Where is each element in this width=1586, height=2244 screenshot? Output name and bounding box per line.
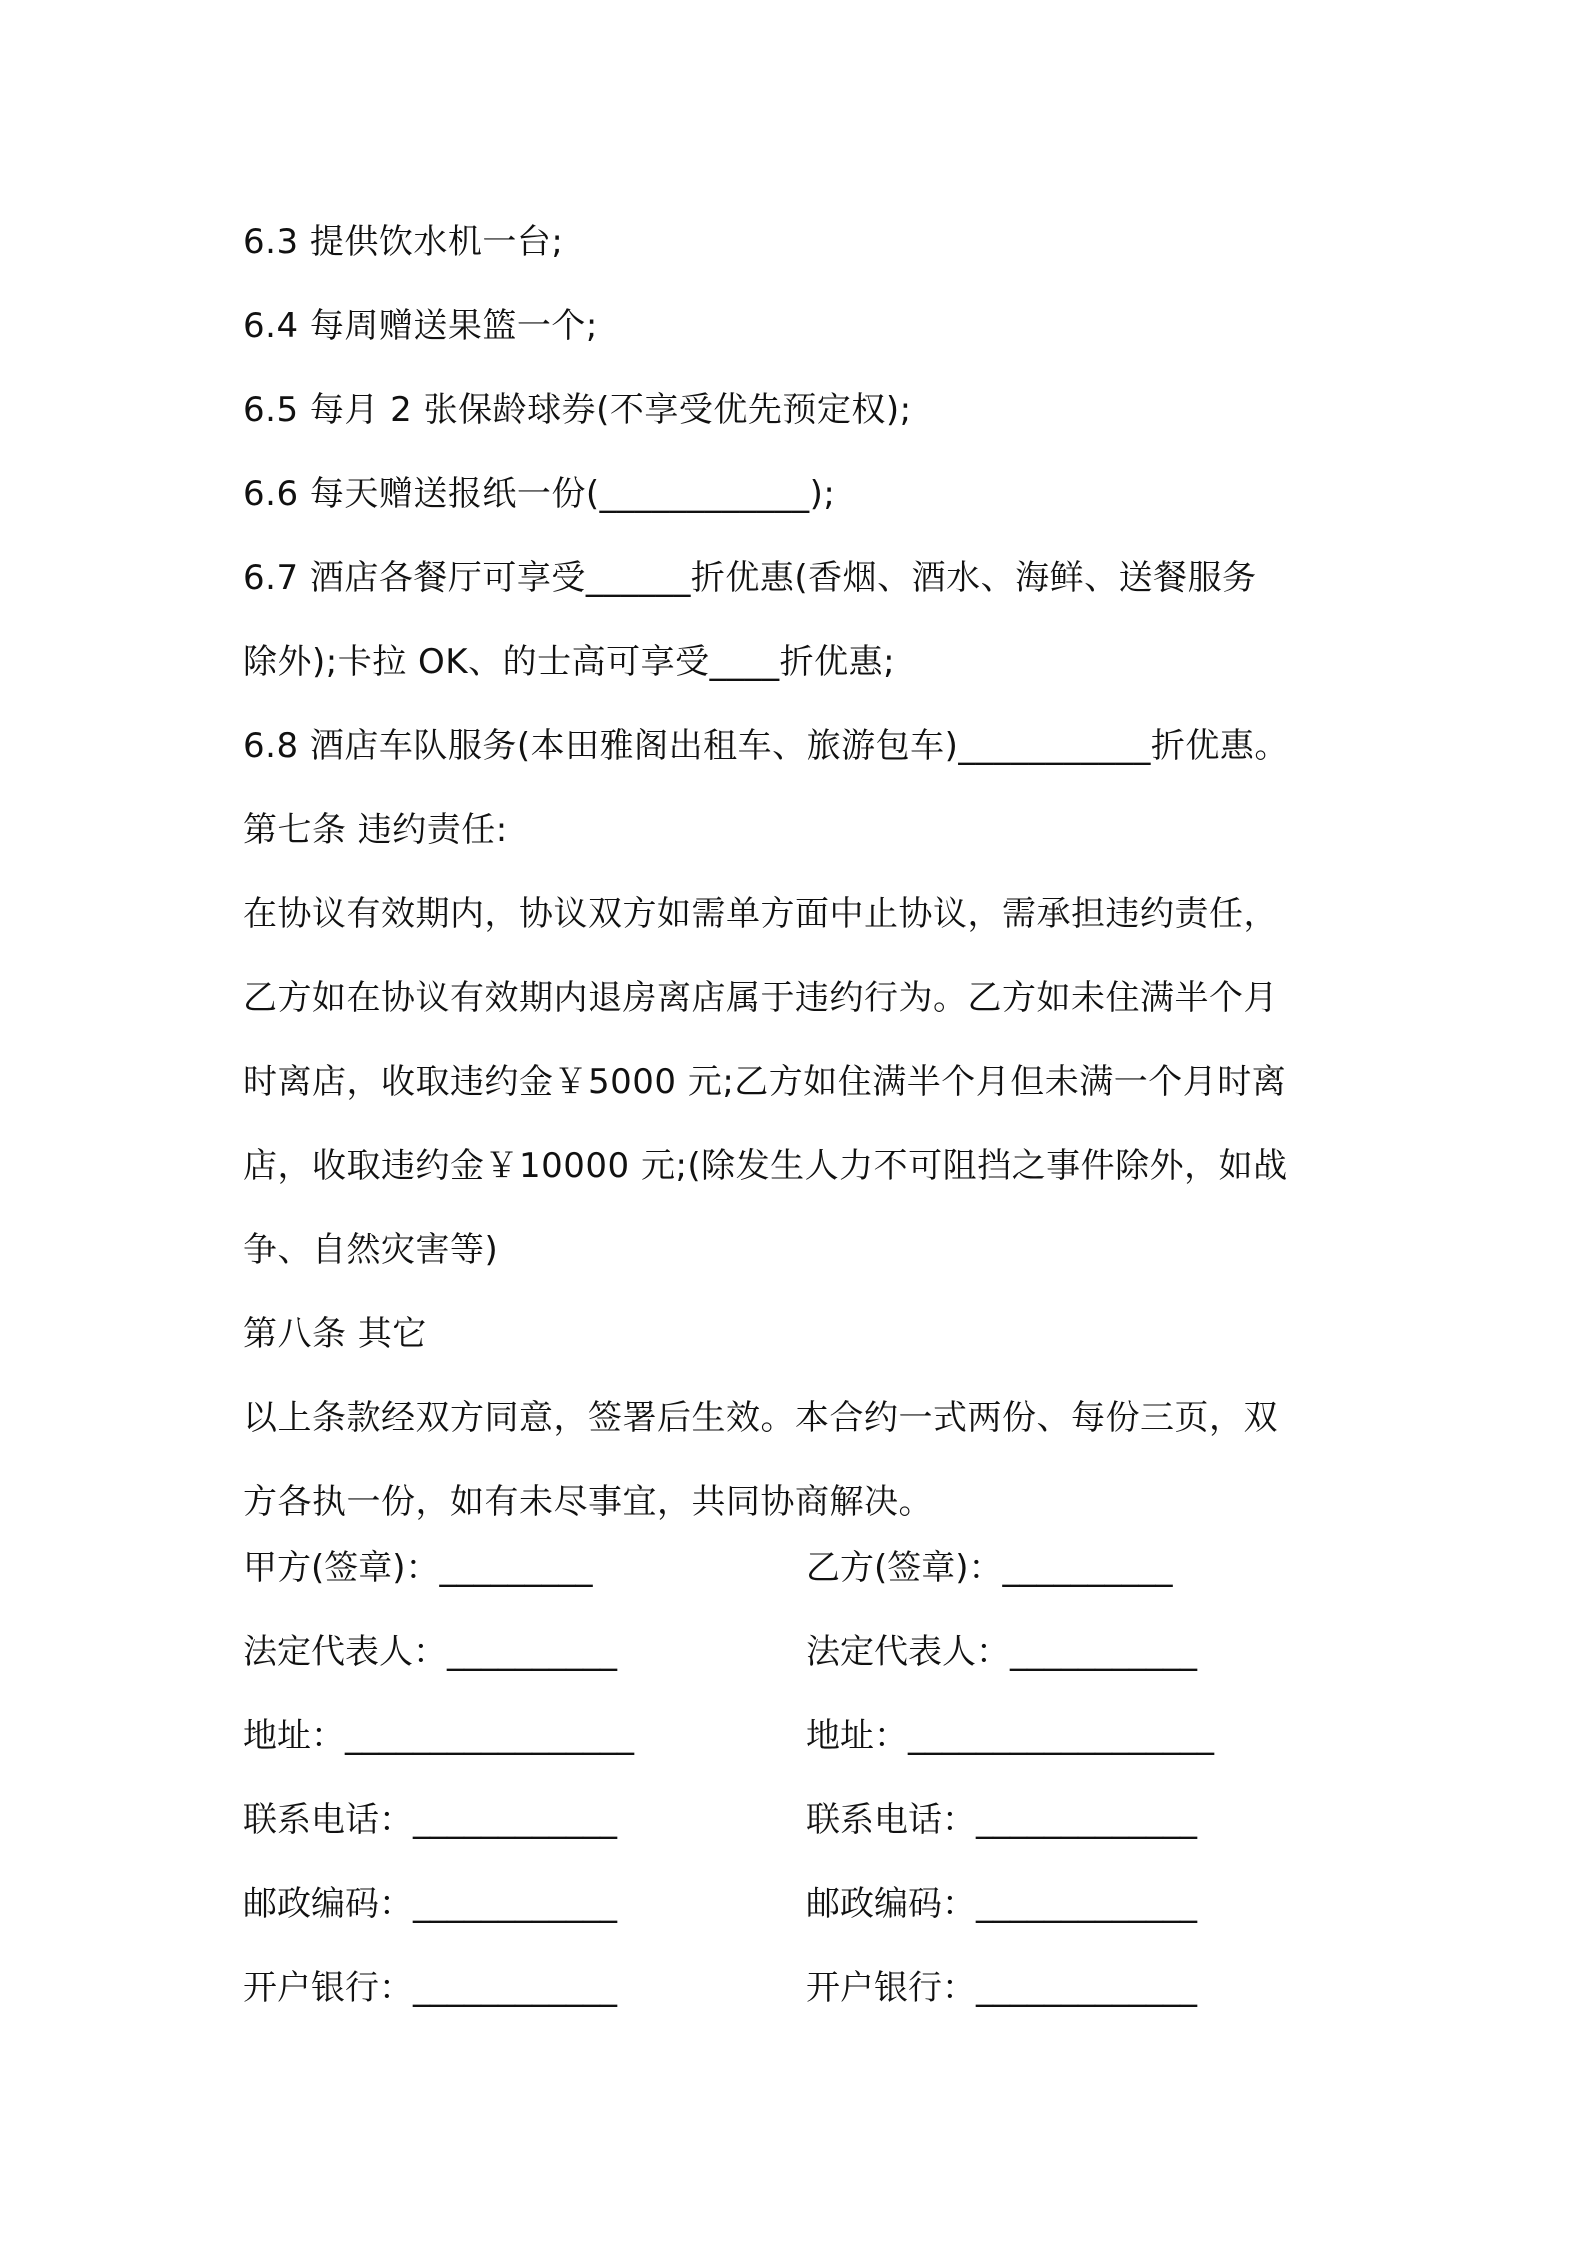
signature-row-seal — [243, 1526, 1363, 1610]
party-a-address-field: 地址：_________________ — [243, 1716, 634, 1756]
party-b-representative-field: 法定代表人：___________ — [806, 1632, 1197, 1672]
signature-row-bank — [243, 1946, 1363, 2030]
article-7-text-line-4: 店，收取违约金￥10000 元;(除发生人力不可阻挡之事件除外，如战 — [243, 1146, 1288, 1186]
party-a-representative-field: 法定代表人：__________ — [243, 1632, 617, 1672]
party-b-address-field: 地址：__________________ — [806, 1716, 1214, 1756]
signature-row-representative — [243, 1610, 1363, 1694]
clause-6-7-line-1: 6.7 酒店各餐厅可享受______折优惠(香烟、酒水、海鲜、送餐服务 — [243, 558, 1257, 598]
article-8-text-line-2: 方各执一份，如有未尽事宜，共同协商解决。 — [243, 1482, 933, 1522]
clause-6-4: 6.4 每周赠送果篮一个; — [243, 306, 598, 346]
party-b-bank-field: 开户银行：_____________ — [806, 1968, 1197, 2008]
signature-row-postcode — [243, 1862, 1363, 1946]
article-8-text-line-1: 以上条款经双方同意，签署后生效。本合约一式两份、每份三页，双 — [243, 1398, 1278, 1438]
party-a-postcode-field: 邮政编码：____________ — [243, 1884, 617, 1924]
signature-block — [243, 1526, 1363, 2030]
party-a-phone-field: 联系电话：____________ — [243, 1800, 617, 1840]
party-a-seal-field: 甲方(签章)：_________ — [243, 1548, 593, 1588]
party-b-phone-field: 联系电话：_____________ — [806, 1800, 1197, 1840]
article-7-text-line-3: 时离店，收取违约金￥5000 元;乙方如住满半个月但未满一个月时离 — [243, 1062, 1287, 1102]
article-7-text-line-5: 争、自然灾害等) — [243, 1230, 499, 1270]
signature-row-phone — [243, 1778, 1363, 1862]
clause-6-6: 6.6 每天赠送报纸一份(____________); — [243, 474, 836, 514]
clause-6-3: 6.3 提供饮水机一台; — [243, 222, 564, 262]
article-8-heading: 第八条 其它 — [243, 1314, 427, 1354]
article-7-text-line-2: 乙方如在协议有效期内退房离店属于违约行为。乙方如未住满半个月 — [243, 978, 1278, 1018]
party-b-seal-field: 乙方(签章)：__________ — [806, 1548, 1173, 1588]
signature-row-address — [243, 1694, 1363, 1778]
clause-6-8: 6.8 酒店车队服务(本田雅阁出租车、旅游包车)___________折优惠。 — [243, 726, 1289, 766]
contract-body — [243, 200, 1363, 1544]
party-a-bank-field: 开户银行：____________ — [243, 1968, 617, 2008]
party-b-postcode-field: 邮政编码：_____________ — [806, 1884, 1197, 1924]
clause-6-7-line-2: 除外);卡拉 OK、的士高可享受____折优惠; — [243, 642, 896, 682]
clause-6-5: 6.5 每月 2 张保龄球券(不享受优先预定权); — [243, 390, 912, 430]
article-7-text-line-1: 在协议有效期内，协议双方如需单方面中止协议，需承担违约责任， — [243, 894, 1278, 934]
article-7-heading: 第七条 违约责任: — [243, 810, 508, 850]
